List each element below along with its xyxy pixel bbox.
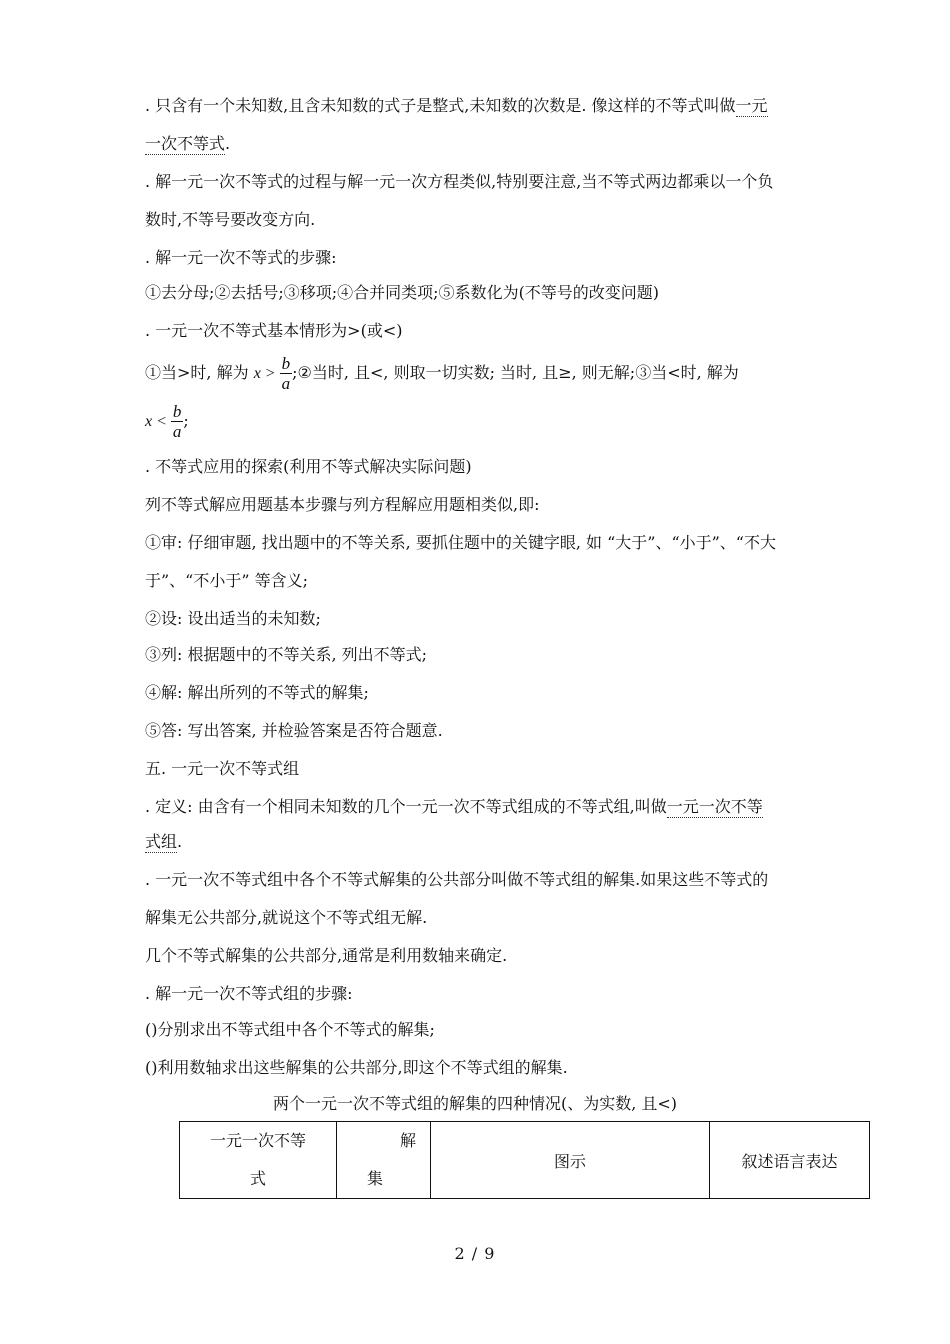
fraction	[171, 402, 184, 441]
header-figure: 图示	[431, 1122, 710, 1199]
para-step-solve: ④解: 解出所列的不等式的解集;	[145, 683, 369, 702]
table-header-row	[180, 1122, 870, 1199]
para-system-steps-heading: . 解一元一次不等式组的步骤:	[145, 984, 353, 1003]
page-number	[0, 1244, 950, 1263]
para-cases-line2	[145, 400, 189, 443]
header-inequality	[180, 1122, 337, 1199]
underlined-term: 一次不等式	[145, 134, 226, 153]
para-application-intro: 列不等式解应用题基本步骤与列方程解应用题相类似,即:	[145, 495, 540, 514]
text-span: .	[225, 134, 231, 153]
text-span: . 只含有一个未知数,且含未知数的式子是整式,未知数的次数是. 像这样的不等式叫做	[145, 96, 736, 115]
para-solution-set-line2: 解集无公共部分,就说这个不等式组无解.	[145, 908, 428, 927]
page-current: 2	[454, 1244, 466, 1263]
math-operator: >	[260, 365, 280, 382]
para-number-line: 几个不等式解集的公共部分,通常是利用数轴来确定.	[145, 946, 508, 965]
math-variable: x	[253, 365, 261, 382]
para-steps-heading: . 解一元一次不等式的步骤:	[145, 248, 337, 267]
para-process-line2: 数时,不等号要改变方向.	[145, 210, 316, 229]
para-system-step2: ()利用数轴求出这些解集的公共部分,即这个不等式组的解集.	[145, 1058, 568, 1077]
text-span: .	[177, 832, 183, 851]
fraction-numerator: b	[281, 354, 291, 373]
section-heading: 五. 一元一次不等式组	[145, 759, 300, 778]
math-operator: <	[152, 413, 171, 430]
para-definition-line2	[145, 133, 230, 155]
para-system-definition-line2	[145, 831, 182, 853]
text-span: ;	[183, 411, 189, 430]
fraction-numerator: b	[172, 402, 182, 421]
solution-cases-table	[179, 1121, 870, 1199]
underlined-term: 式组	[145, 832, 178, 851]
para-basic-form: . 一元一次不等式基本情形为>(或<)	[145, 321, 403, 340]
para-solution-set-line1: . 一元一次不等式组中各个不等式解集的公共部分叫做不等式组的解集.如果这些不等式的	[145, 870, 769, 889]
para-steps-list: ①去分母;②去括号;③移项;④合并同类项;⑤系数化为(不等号的改变问题)	[145, 283, 660, 302]
fraction	[280, 354, 293, 393]
header-solution-set	[337, 1122, 431, 1199]
header-text: 解	[399, 1131, 416, 1150]
para-system-step1: ()分别求出不等式组中各个不等式的解集;	[145, 1020, 435, 1039]
para-step-set: ②设: 设出适当的未知数;	[145, 609, 321, 628]
para-step-review-line1: ①审: 仔细审题, 找出题中的不等关系, 要抓住题中的关键字眼, 如 “大于”、“小于”、“不大	[145, 533, 776, 552]
para-step-answer: ⑤答: 写出答案, 并检验答案是否符合题意.	[145, 721, 443, 740]
header-description: 叙述语言表达	[710, 1122, 870, 1199]
underlined-term: 一元	[735, 96, 768, 115]
fraction-denominator: a	[172, 422, 182, 441]
text-span: ;②当时, 且<, 则取一切实数; 当时, 且≥, 则无解;③当<时, 解为	[292, 363, 739, 382]
para-step-list: ③列: 根据题中的不等关系, 列出不等式;	[145, 645, 428, 664]
para-process-line1: . 解一元一次不等式的过程与解一元一次方程类似,特别要注意,当不等式两边都乘以一个负	[145, 172, 774, 191]
para-step-review-line2: 于”、“不小于” 等含义;	[145, 571, 309, 590]
page-separator: /	[471, 1244, 479, 1263]
table-caption: 两个一元一次不等式组的解集的四种情况(、为实数, 且<)	[272, 1094, 678, 1113]
page-total: 9	[484, 1244, 496, 1263]
header-text: 集	[367, 1169, 384, 1188]
fraction-denominator: a	[281, 374, 291, 393]
header-text: 式	[249, 1169, 266, 1188]
para-system-definition-line1	[145, 796, 763, 818]
text-span: ①当>时, 解为	[145, 363, 249, 382]
para-application-heading: . 不等式应用的探索(利用不等式解决实际问题)	[145, 457, 472, 476]
para-definition-line1	[145, 95, 768, 117]
underlined-term: 一元一次不等	[666, 797, 763, 816]
header-text: 一元一次不等	[209, 1131, 306, 1150]
text-span: . 定义: 由含有一个相同未知数的几个一元一次不等式组成的不等式组,叫做	[145, 797, 667, 816]
math-variable: x	[145, 413, 153, 430]
para-cases-line1	[145, 353, 739, 394]
